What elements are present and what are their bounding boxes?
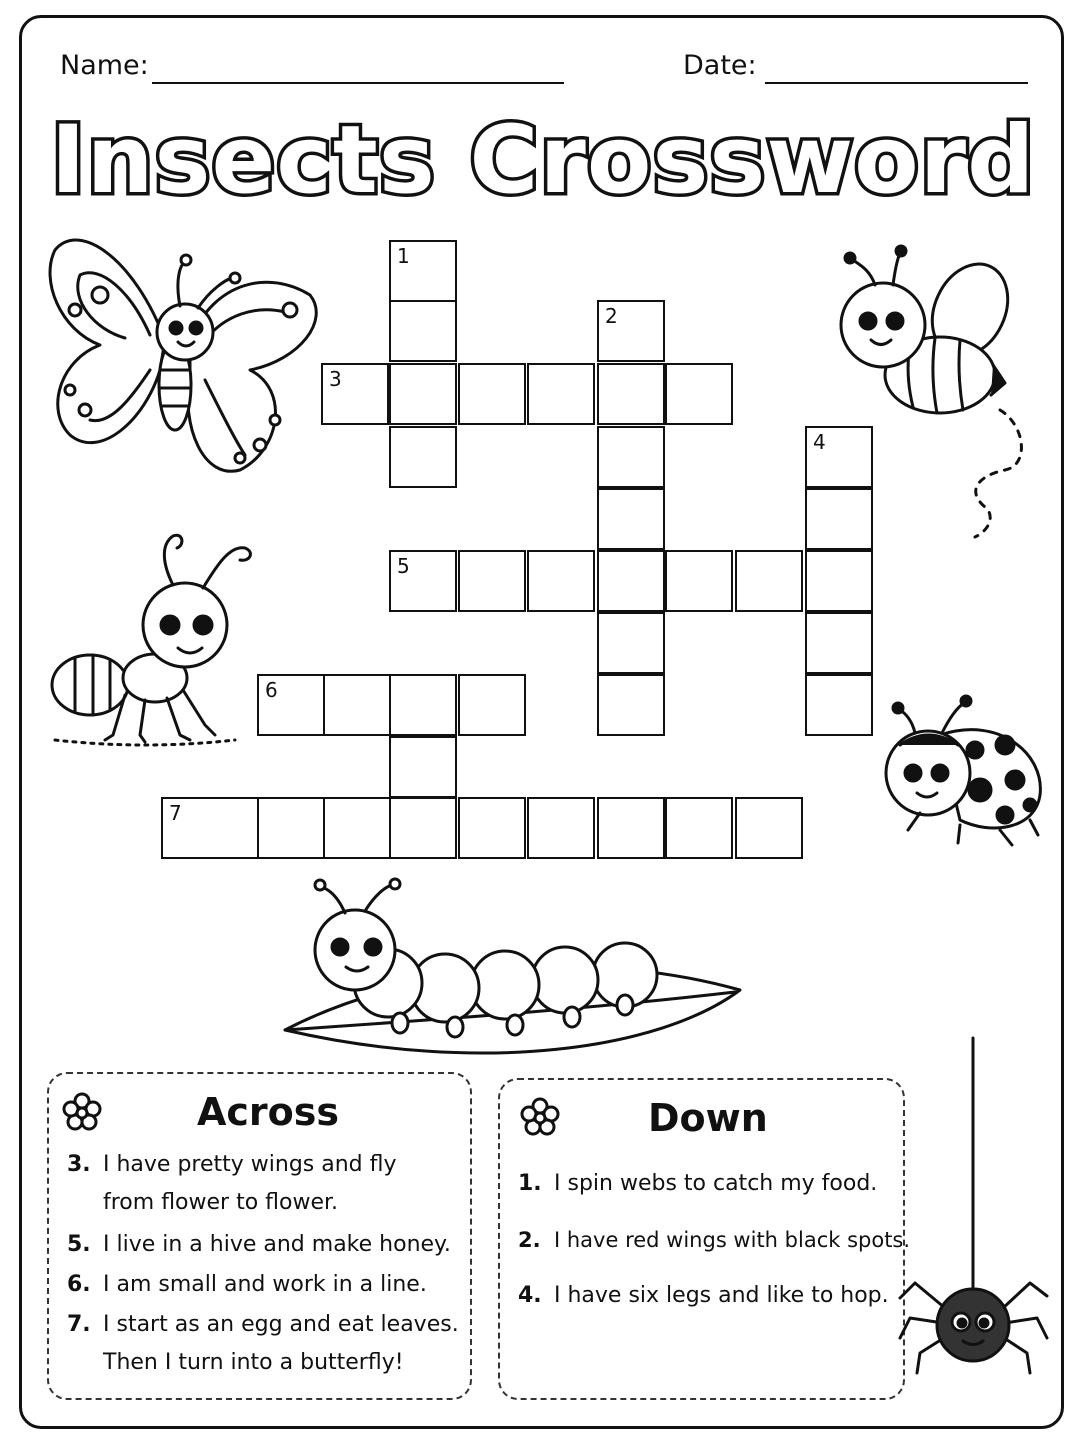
clue-text: I spin webs to catch my food.: [554, 1171, 878, 1196]
down-heading: Down: [648, 1096, 768, 1140]
across-clue-5: [67, 1226, 451, 1264]
caterpillar-illustration: [280, 875, 750, 1070]
title-text: Insects Crossword: [50, 106, 1036, 215]
across-clue-6: [67, 1266, 427, 1304]
bee-illustration: [835, 245, 1035, 545]
grid-cell[interactable]: [597, 426, 665, 488]
down-clue-1: [518, 1165, 877, 1203]
clue-text: I have pretty wings and fly: [103, 1152, 397, 1177]
ant-illustration: [45, 530, 265, 770]
name-field[interactable]: [152, 82, 564, 84]
grid-cell[interactable]: [735, 797, 803, 859]
down-clue-2: [518, 1221, 910, 1259]
grid-cell[interactable]: [527, 797, 595, 859]
grid-cell[interactable]: [458, 674, 526, 736]
flower-icon: [520, 1097, 560, 1137]
spider-illustration: [895, 1038, 1055, 1378]
grid-cell[interactable]: [161, 797, 259, 859]
date-label: Date:: [683, 50, 757, 81]
grid-cell[interactable]: [458, 797, 526, 859]
grid-cell[interactable]: [805, 612, 873, 674]
grid-cell[interactable]: [597, 674, 665, 736]
clue-text: I start as an egg and eat leaves.: [103, 1312, 459, 1337]
across-clue-7: [67, 1306, 459, 1382]
grid-cell[interactable]: [597, 363, 665, 425]
grid-cell[interactable]: [389, 426, 457, 488]
grid-cell[interactable]: [597, 488, 665, 550]
clue-number: 7: [169, 801, 182, 825]
grid-cell[interactable]: [665, 550, 733, 612]
grid-cell[interactable]: [665, 797, 733, 859]
down-clue-4: [518, 1277, 889, 1315]
grid-cell[interactable]: [389, 736, 457, 798]
grid-cell[interactable]: [735, 550, 803, 612]
clue-number: 3: [329, 367, 342, 391]
grid-cell[interactable]: [389, 674, 457, 736]
grid-cell[interactable]: [597, 612, 665, 674]
clue-number: 4: [813, 430, 826, 454]
grid-cell[interactable]: [597, 797, 665, 859]
clue-text: I have red wings with black spots.: [554, 1228, 911, 1252]
grid-cell[interactable]: [321, 363, 389, 425]
clue-number: 5: [397, 554, 410, 578]
clue-number: 2.: [518, 1228, 541, 1252]
grid-cell[interactable]: [805, 674, 873, 736]
grid-cell[interactable]: [323, 797, 391, 859]
grid-cell[interactable]: [257, 674, 325, 736]
name-label: Name:: [60, 50, 149, 81]
ladybug-illustration: [880, 695, 1050, 860]
grid-cell[interactable]: [527, 550, 595, 612]
grid-cell[interactable]: [597, 300, 665, 362]
clue-text: I have six legs and like to hop.: [554, 1283, 889, 1308]
clue-number: 3.: [67, 1152, 91, 1177]
grid-cell[interactable]: [389, 797, 457, 859]
page-title: [0, 92, 1086, 222]
clue-text: I am small and work in a line.: [103, 1272, 427, 1297]
grid-cell[interactable]: [458, 550, 526, 612]
grid-cell[interactable]: [389, 240, 457, 302]
grid-cell[interactable]: [665, 363, 733, 425]
butterfly-illustration: [40, 220, 330, 490]
grid-cell[interactable]: [527, 363, 595, 425]
clue-text: I live in a hive and make honey.: [103, 1232, 451, 1257]
clue-number: 7.: [67, 1312, 91, 1337]
grid-cell[interactable]: [389, 363, 457, 425]
clue-text: Then I turn into a butterfly!: [103, 1350, 404, 1375]
clue-text: from flower to flower.: [103, 1190, 339, 1215]
grid-cell[interactable]: [323, 674, 391, 736]
clue-number: 2: [605, 304, 618, 328]
clue-number: 1.: [518, 1171, 542, 1196]
grid-cell[interactable]: [389, 550, 457, 612]
clue-number: 5.: [67, 1232, 91, 1257]
grid-cell[interactable]: [458, 363, 526, 425]
grid-cell[interactable]: [805, 550, 873, 612]
across-heading: Across: [197, 1090, 340, 1134]
flower-icon: [62, 1092, 102, 1132]
grid-cell[interactable]: [257, 797, 325, 859]
clue-number: 6.: [67, 1272, 91, 1297]
clue-number: 1: [397, 244, 410, 268]
grid-cell[interactable]: [597, 550, 665, 612]
clue-number: 6: [265, 678, 278, 702]
grid-cell[interactable]: [389, 300, 457, 362]
across-clue-3: [67, 1146, 397, 1222]
clue-number: 4.: [518, 1283, 542, 1308]
date-field[interactable]: [765, 82, 1028, 84]
